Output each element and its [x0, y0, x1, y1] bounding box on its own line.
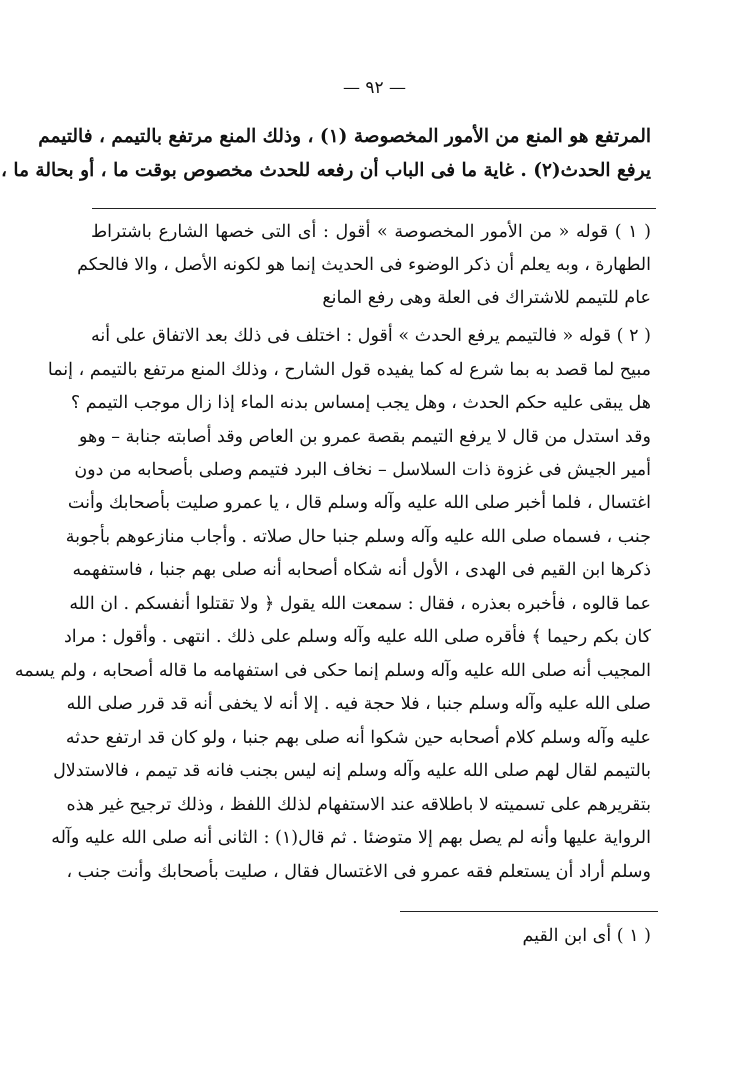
commentary-line: عام للتيمم للاشتراك فى العلة وهى رفع المانع — [322, 288, 651, 308]
commentary-line: هل يبقى عليه حكم الحدث ، وهل يجب إمساس بدنه الماء إذا زال موجب التيمم ؟ — [70, 393, 651, 413]
commentary-line: بالتيمم لقال لهم صلى الله عليه وآله وسلم إنه ليس بجنب فانه قد تيمم ، فالاستدلال — [53, 761, 651, 781]
commentary-line: ( ٢ ) قوله « فالتيمم يرفع الحدث » أقول : اختلف فى ذلك بعد الاتفاق على أنه — [91, 326, 652, 346]
commentary-line: أمير الجيش فى غزوة ذات السلاسل – نخاف البرد فتيمم وصلى بأصحابه من دون — [74, 460, 651, 480]
main-text-line: المرتفع هو المنع من الأمور المخصوصة (١) ، وذلك المنع مرتفع بالتيمم ، فالتيمم — [38, 126, 651, 147]
footnote-line: ( ١ ) أى ابن القيم — [522, 926, 651, 946]
commentary-line: كان بكم رحيما ﴾ فأقره صلى الله عليه وآله وسلم على ذلك . انتهى . وأقول : مراد — [64, 627, 651, 647]
commentary-line: عما قالوه ، فأخبره بعذره ، فقال : سمعت الله يقول ﴿ ولا تقتلوا أنفسكم . ان الله — [69, 594, 651, 614]
commentary-line: اغتسال ، فلما أخبر صلى الله عليه وآله وسلم قال ، يا عمرو صليت بأصحابك وأنت — [67, 493, 651, 513]
commentary-line: وقد استدل من قال لا يرفع التيمم بقصة عمرو بن العاص وقد أصابته جنابة – وهو — [79, 427, 651, 447]
commentary-line: صلى الله عليه وآله وسلم جنبا ، فلا حجة فيه . إلا أنه لا يخفى أنه قد قرر صلى الله — [66, 694, 651, 714]
page-number: — ٩٢ — — [342, 78, 407, 98]
commentary-line: جنب ، فسماه صلى الله عليه وآله وسلم جنبا حال صلاته . وأجاب منازعوهم بأجوبة — [65, 527, 651, 547]
commentary-line: الطهارة ، وبه يعلم أن ذكر الوضوء فى الحديث إنما هو لكونه الأصل ، والا فالحكم — [77, 255, 651, 275]
commentary-line: ( ١ ) قوله « من الأمور المخصوصة » أقول : أى التى خصها الشارع باشتراط — [91, 222, 652, 242]
main-text-line: يرفع الحدث(٢) . غاية ما فى الباب أن رفعه للحدث مخصوص بوقت ما ، أو بحالة ما ، — [1, 160, 651, 181]
commentary-line: مبيح لما قصد به بما شرع له كما يفيده قول الشارح ، وذلك المنع مرتفع بالتيمم ، إنما — [47, 360, 651, 380]
commentary-line: بتقريرهم على تسميته لا باطلاقه عند الاستفهام لذلك اللفظ ، وذلك ترجيح غير هذه — [66, 795, 651, 815]
commentary-line: وسلم أراد أن يستعلم فقه عمرو فى الاغتسال فقال ، صليت بأصحابك وأنت جنب ، — [66, 862, 651, 882]
separator-rule — [92, 208, 656, 209]
commentary-line: ذكرها ابن القيم فى الهدى ، الأول أنه شكاه أصحابه أنه صلى بهم جنبا ، فاستفهمه — [72, 560, 651, 580]
footnote-rule — [400, 911, 658, 912]
commentary-line: عليه وآله وسلم كلام أصحابه حين شكوا أنه صلى بهم جنبا ، ولو كان قد ارتفع حدثه — [65, 728, 651, 748]
commentary-line: الرواية عليها وأنه لم يصل بهم إلا متوضئا . ثم قال(١) : الثانى أنه صلى الله عليه وآله — [51, 828, 651, 848]
commentary-line: المجيب أنه صلى الله عليه وآله وسلم إنما حكى فى استفهامه ما قاله أصحابه ، ولم يسمه — [14, 661, 651, 681]
